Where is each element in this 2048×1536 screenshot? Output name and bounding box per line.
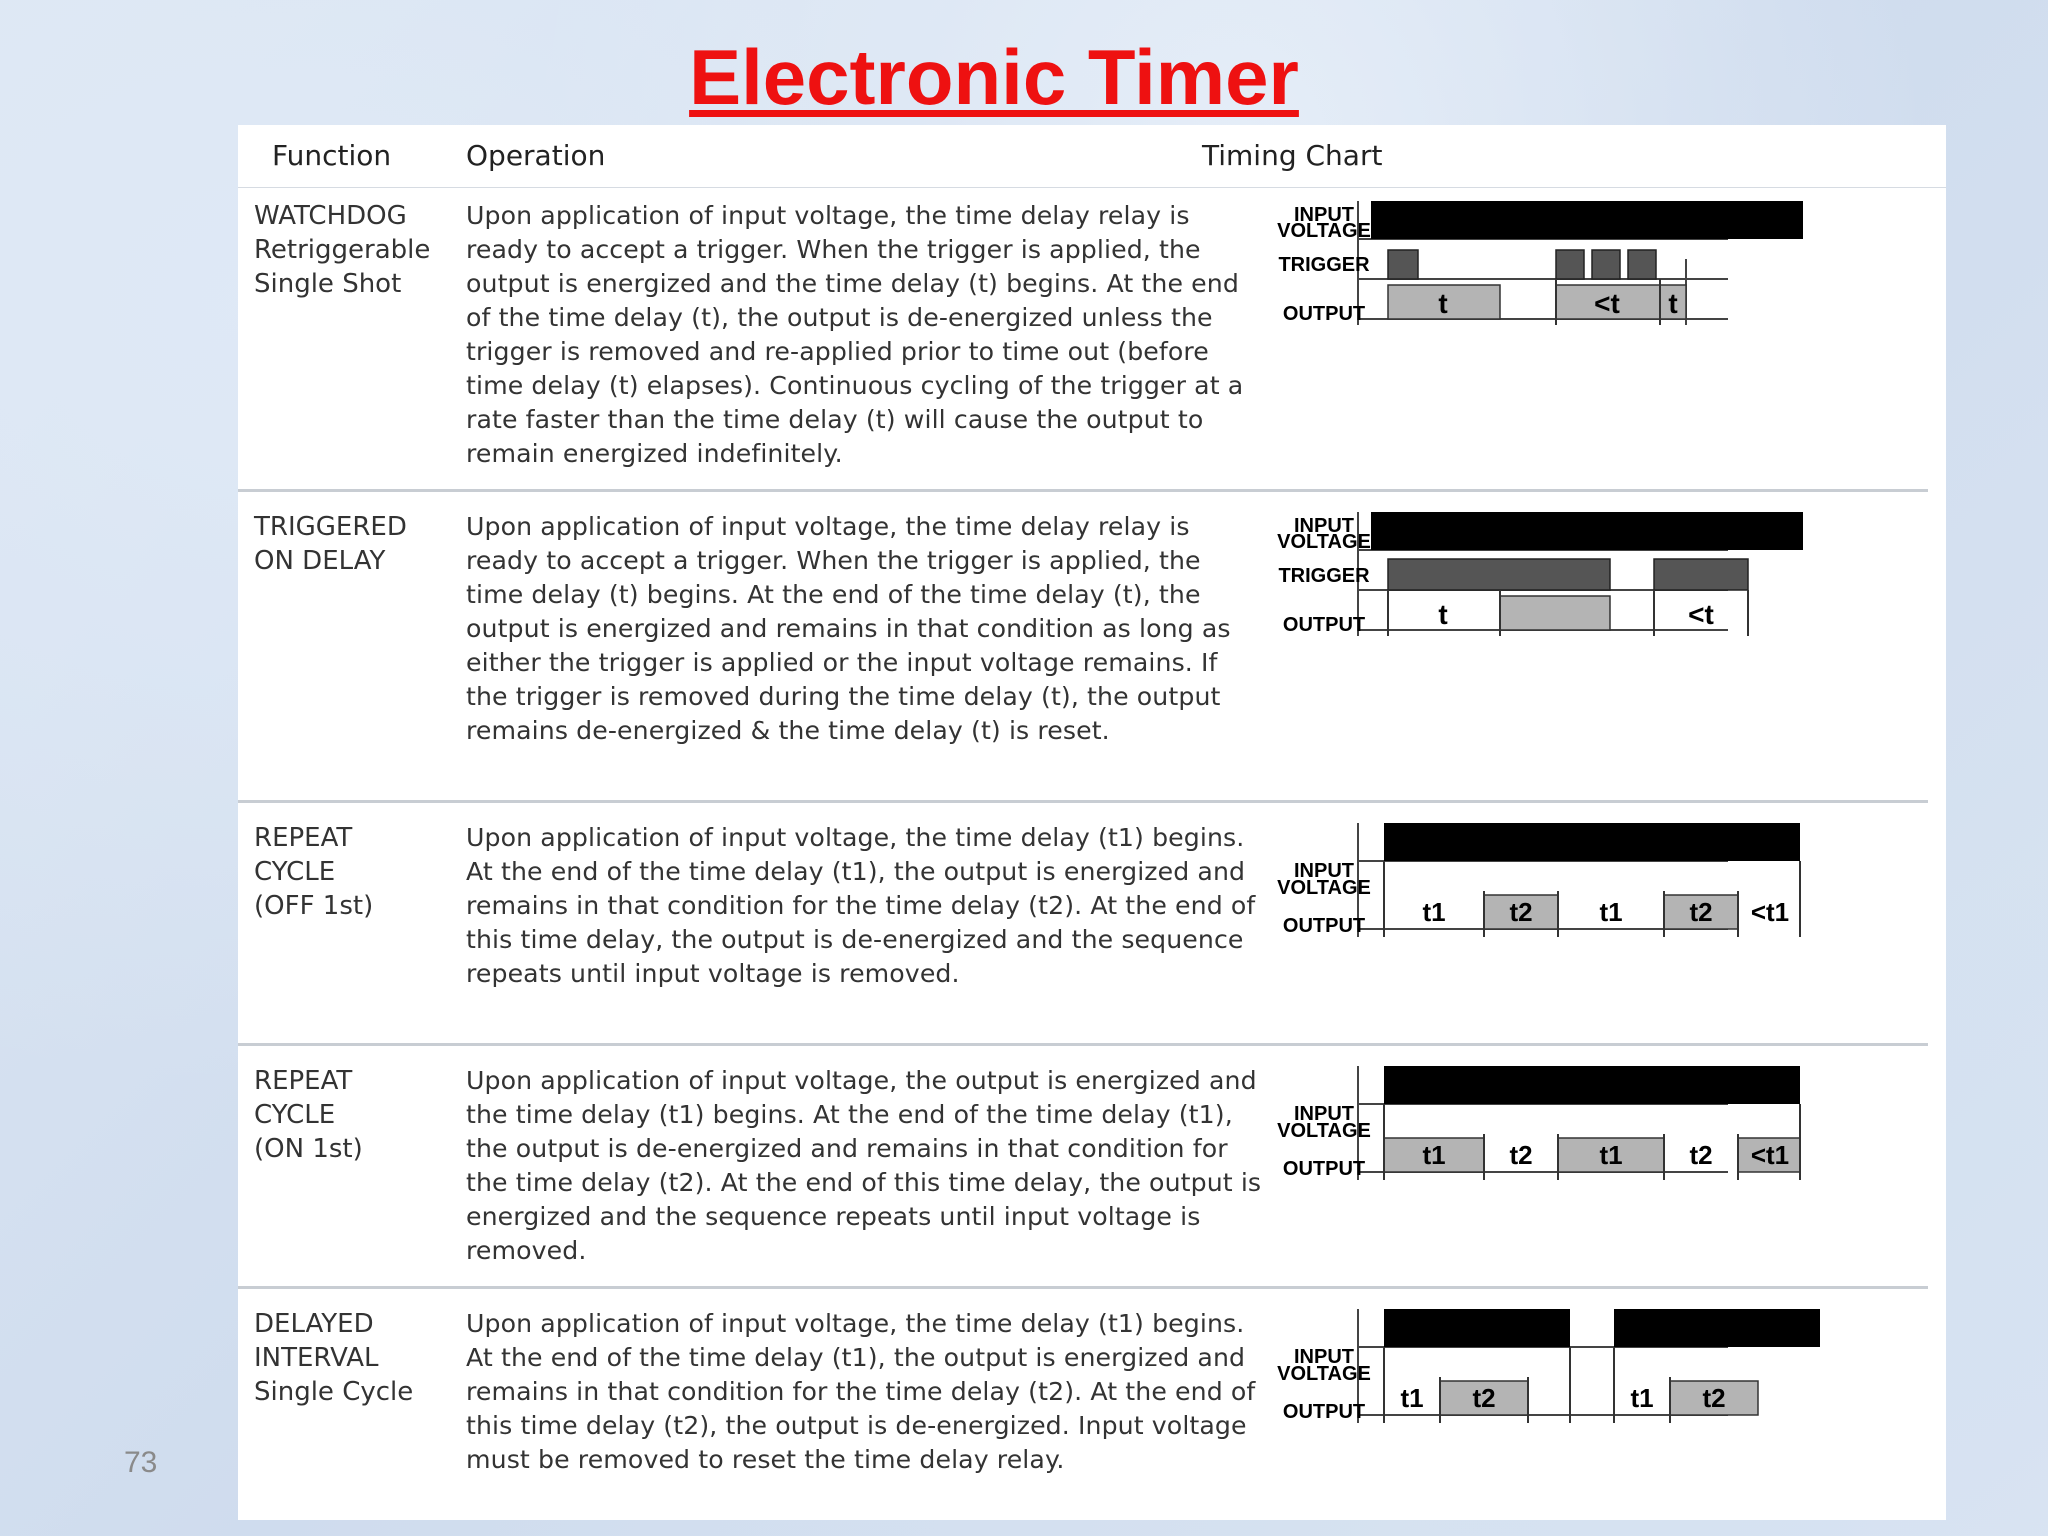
table-row-repeat-cycle-off-first [238, 811, 1928, 1046]
table-header [238, 125, 1946, 188]
segment-label: t1 [1400, 1383, 1424, 1413]
trigger-pulse [1388, 559, 1610, 590]
segment-label: <t1 [1750, 897, 1790, 927]
timing-chart-watchdog [1268, 199, 1948, 329]
segment-label: t1 [1599, 897, 1623, 927]
input-voltage-bar [1384, 1309, 1570, 1347]
label-voltage: VOLTAGE [1277, 1120, 1371, 1142]
output-pulse [1556, 285, 1686, 319]
segment-label: t [1438, 288, 1448, 319]
timer-table [238, 125, 1946, 1520]
label-input: INPUT [1294, 860, 1354, 882]
input-voltage-bar [1614, 1309, 1820, 1347]
timing-chart-repeat-cycle-off-first [1268, 821, 1948, 951]
operation-cell: Upon application of input voltage, the output is energized and the time delay (t1) begins. At the end of the time delay (t1), the output is de-energized and remains in that condition for the time delay (t2). At the end of this time delay, the output is energized and the sequence repeats until input voltage is removed. [466, 1066, 1262, 1265]
label-trigger: TRIGGER [1278, 565, 1370, 587]
operation-cell: Upon application of input voltage, the time delay (t1) begins. At the end of the time delay (t1), the output is energized and remains in that condition for the time delay (t2). At the end of this time delay, the output is de-energized and the sequence repeats until input voltage is removed. [466, 823, 1256, 988]
page-title: Electronic Timer [689, 33, 1299, 121]
function-cell: REPEAT CYCLE (OFF 1st) [254, 823, 374, 921]
label-output: OUTPUT [1282, 303, 1366, 325]
segment-label: <t1 [1750, 1140, 1790, 1170]
segment-label: t1 [1422, 897, 1446, 927]
segment-label: t2 [1509, 1140, 1533, 1170]
header-operation: Operation [466, 139, 606, 172]
label-output: OUTPUT [1282, 614, 1366, 636]
segment-label: t2 [1689, 897, 1713, 927]
label-input: INPUT [1294, 515, 1354, 537]
input-voltage-bar [1371, 512, 1803, 550]
label-input: INPUT [1294, 1346, 1354, 1368]
label-voltage: VOLTAGE [1277, 1363, 1371, 1385]
function-cell: REPEAT CYCLE (ON 1st) [254, 1066, 363, 1164]
header-function: Function [272, 139, 392, 172]
trigger-pulse [1628, 250, 1656, 279]
trigger-pulse [1654, 559, 1748, 590]
table-row-repeat-cycle-on-first [238, 1054, 1928, 1289]
label-output: OUTPUT [1282, 1401, 1366, 1423]
segment-label: <t [1688, 599, 1714, 630]
label-voltage: VOLTAGE [1277, 877, 1371, 899]
segment-label: t1 [1630, 1383, 1654, 1413]
label-voltage: VOLTAGE [1277, 531, 1371, 553]
segment-label: <t [1594, 288, 1620, 319]
trigger-pulse [1592, 250, 1620, 279]
label-output: OUTPUT [1282, 915, 1366, 937]
segment-label: t2 [1702, 1383, 1726, 1413]
input-voltage-bar [1384, 1066, 1800, 1104]
header-timing-chart: Timing Chart [1202, 139, 1383, 172]
operation-cell: Upon application of input voltage, the time delay relay is ready to accept a trigger. When the trigger is applied, the time delay (t) begins. At the end of the time delay (t), the output is energized and remains in that condition as long as either the trigger is applied or the input voltage remains. If the trigger is removed during the time delay (t), the output remains de-energized & the time delay (t) is reset. [466, 512, 1231, 745]
trigger-pulse [1556, 250, 1584, 279]
input-voltage-bar [1384, 823, 1800, 861]
label-trigger: TRIGGER [1278, 254, 1370, 276]
segment-label: t1 [1599, 1140, 1623, 1170]
segment-label: t1 [1422, 1140, 1446, 1170]
segment-label: t2 [1689, 1140, 1713, 1170]
output-pulse [1500, 596, 1610, 630]
page-number: 73 [124, 1446, 158, 1479]
table-row-watchdog [238, 189, 1928, 492]
segment-label: t [1438, 599, 1448, 630]
function-cell: TRIGGERED ON DELAY [254, 512, 407, 576]
table-row-triggered-on-delay [238, 500, 1928, 803]
segment-label: t [1668, 288, 1678, 319]
label-input: INPUT [1294, 204, 1354, 226]
function-cell: DELAYED INTERVAL Single Cycle [254, 1309, 414, 1407]
segment-label: t2 [1509, 897, 1533, 927]
label-output: OUTPUT [1282, 1158, 1366, 1180]
timing-chart-triggered-on-delay [1268, 510, 1948, 640]
function-cell: WATCHDOG Retriggerable Single Shot [254, 201, 431, 299]
label-voltage: VOLTAGE [1277, 220, 1371, 242]
timing-chart-repeat-cycle-on-first [1268, 1064, 1948, 1194]
trigger-pulse [1388, 250, 1418, 279]
label-input: INPUT [1294, 1103, 1354, 1125]
table-row-delayed-interval [238, 1297, 1928, 1519]
input-voltage-bar [1371, 201, 1803, 239]
segment-label: t2 [1472, 1383, 1496, 1413]
timing-chart-delayed-interval [1268, 1307, 1948, 1437]
operation-cell: Upon application of input voltage, the time delay (t1) begins. At the end of the time delay (t1), the output is energized and remains in that condition for the time delay (t2). At the end of this time delay (t2), the output is de-energized. Input voltage must be removed to reset the time delay relay. [466, 1309, 1256, 1474]
operation-cell: Upon application of input voltage, the time delay relay is ready to accept a trigger. When the trigger is applied, the output is energized and the time delay (t) begins. At the end of the time delay (t), the output is de-energized unless the trigger is removed and re-applied prior to time out (before time delay (t) elapses). Continuous cycling of the trigger at a rate faster than the time delay (t) will cause the output to remain energized indefinitely. [466, 201, 1244, 468]
